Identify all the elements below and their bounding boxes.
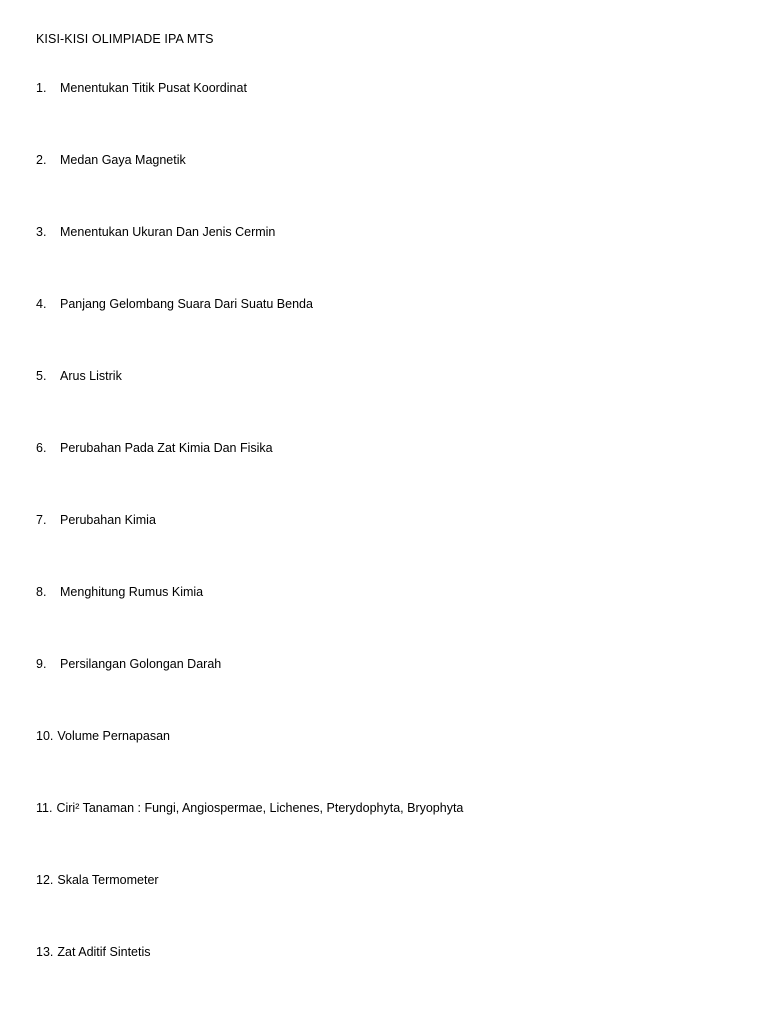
list-item-number: 12. [36,873,54,887]
list-item-number: 10. [36,729,54,743]
list-item-text: Zat Aditif Sintetis [57,945,151,959]
list-item-number: 7. [36,513,47,527]
list-item [36,872,159,888]
list-item [36,296,313,312]
list-item-text: Menghitung Rumus Kimia [60,585,204,599]
list-item [36,440,273,456]
list-item-number: 9. [36,657,47,671]
list-item-text: Panjang Gelombang Suara Dari Suatu Benda [60,297,313,311]
list-item [36,368,122,384]
list-item [36,656,221,672]
list-item [36,80,247,96]
list-item [36,512,156,528]
list-item [36,224,275,240]
list-item-text: Ciri² Tanaman : Fungi, Angiospermae, Lichenes, Pterydophyta, Bryophyta [56,801,464,815]
list-item-number: 4. [36,297,47,311]
list-item-text: Perubahan Kimia [60,513,156,527]
list-item-text: Menentukan Titik Pusat Koordinat [60,81,247,95]
list-item [36,152,186,168]
list-item [36,800,463,816]
list-item-text: Persilangan Golongan Darah [60,657,222,671]
list-item [36,584,203,600]
list-item-number: 6. [36,441,47,455]
list-item-number: 13. [36,945,54,959]
list-item-number: 11. [36,801,53,815]
list-item-text: Skala Termometer [57,873,159,887]
list-item [36,728,170,744]
document-title: KISI-KISI OLIMPIADE IPA MTS [36,32,214,46]
list-item-number: 1. [36,81,47,95]
list-item-text: Volume Pernapasan [57,729,170,743]
list-item-number: 3. [36,225,47,239]
list-item [36,944,151,960]
list-item-text: Perubahan Pada Zat Kimia Dan Fisika [60,441,273,455]
list-item-text: Arus Listrik [60,369,122,383]
list-item-number: 5. [36,369,47,383]
list-item-number: 8. [36,585,47,599]
list-item-number: 2. [36,153,47,167]
list-item-text: Menentukan Ukuran Dan Jenis Cermin [60,225,276,239]
list-item-text: Medan Gaya Magnetik [60,153,186,167]
